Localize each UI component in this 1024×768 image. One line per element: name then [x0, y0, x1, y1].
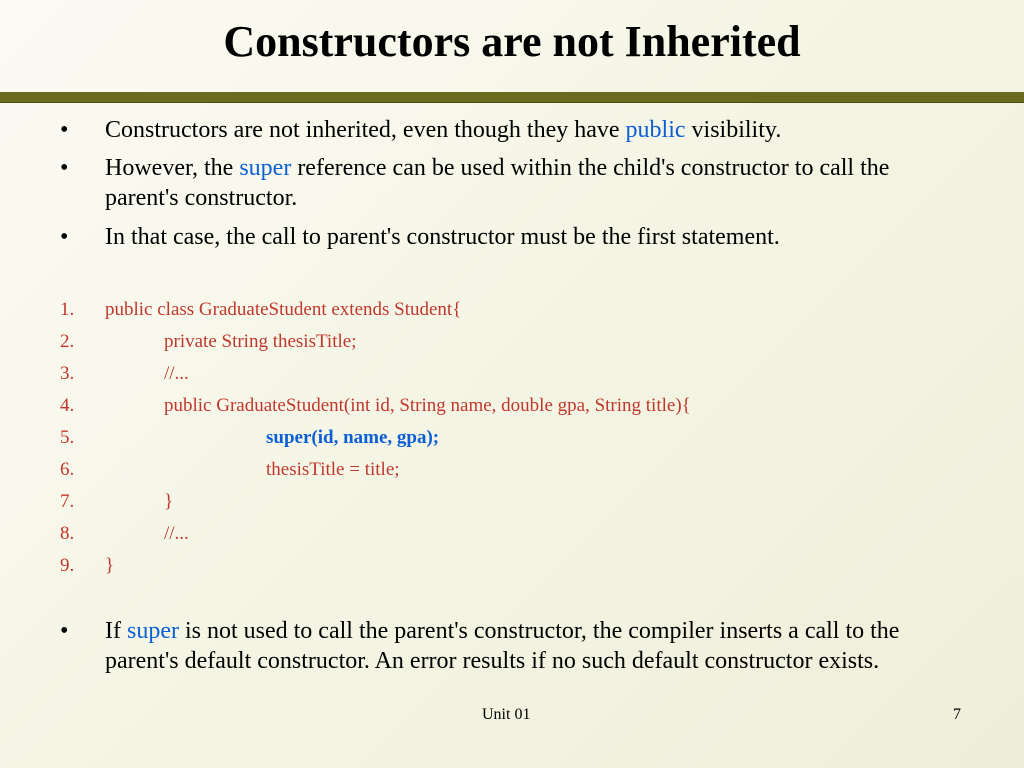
line-number: 7. [60, 491, 75, 512]
bullet-text [105, 115, 960, 145]
code-text: public class GraduateStudent extends Student{ [105, 299, 462, 320]
code-text: private String thesisTitle; [164, 331, 357, 352]
keyword-super: super [126, 618, 179, 644]
line-number: 5. [60, 427, 75, 448]
bullet-text [105, 153, 960, 213]
code-text: thesisTitle = title; [266, 459, 400, 480]
bullet-text-part: is not used to call the parent's constructor, the compiler inserts a call to the parent's default constructor. An error results if no such default constructor exists. [105, 618, 900, 674]
keyword-public: public [625, 117, 686, 143]
line-number: 4. [60, 395, 75, 416]
slide-title: Constructors are not Inherited [223, 17, 801, 66]
bullet-marker: • [60, 618, 69, 644]
code-text-highlighted: super(id, name, gpa); [266, 427, 440, 448]
line-number: 6. [60, 459, 75, 480]
code-text: } [105, 555, 115, 576]
bullet-text-part: Constructors are not inherited, even though they have [105, 117, 626, 143]
footer-unit: Unit 01 [482, 706, 531, 723]
line-number: 9. [60, 555, 75, 576]
code-text: //... [164, 523, 189, 544]
line-number: 1. [60, 299, 75, 320]
title-divider [0, 92, 1024, 103]
line-number: 3. [60, 363, 75, 384]
keyword-super: super [239, 155, 292, 181]
bullet-marker: • [60, 117, 69, 143]
bullet-marker: • [60, 155, 69, 181]
line-number: 2. [60, 331, 75, 352]
bullet-text-part: If [105, 618, 127, 644]
bullet-text-part: However, the [105, 155, 240, 181]
bullet-marker: • [60, 224, 69, 250]
footer-page-number: 7 [953, 706, 961, 723]
bullet-text: In that case, the call to parent's constructor must be the first statement. [105, 224, 780, 250]
bullet-text-part: reference can be used within the child's constructor to call the parent's constructor. [105, 155, 890, 211]
code-text: } [164, 491, 174, 512]
code-text: //... [164, 363, 189, 384]
bullet-text [105, 616, 960, 676]
code-text: public GraduateStudent(int id, String name, double gpa, String title){ [164, 395, 691, 416]
bullet-text-part: visibility. [685, 117, 782, 143]
line-number: 8. [60, 523, 75, 544]
